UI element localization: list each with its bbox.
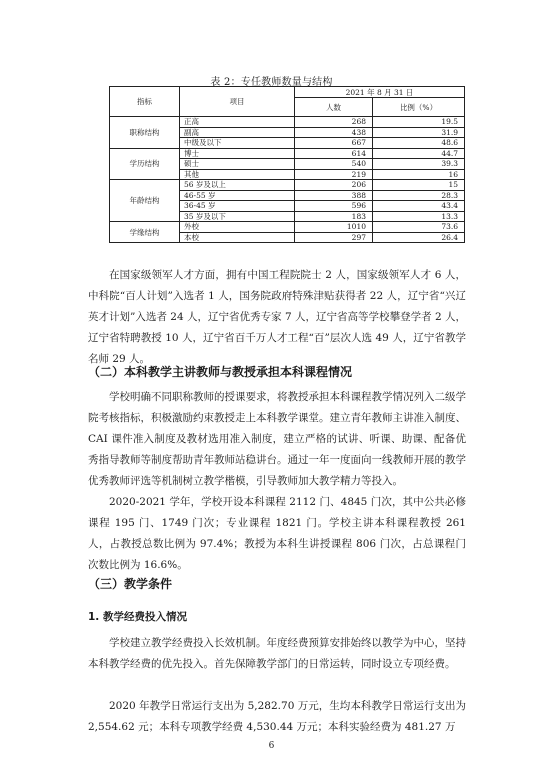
item-cell: 正高: [180, 117, 295, 128]
ratio-cell: 16: [373, 169, 465, 180]
item-cell: 本校: [180, 232, 295, 243]
ratio-cell: 44.7: [373, 148, 465, 159]
ratio-cell: 13.3: [373, 211, 465, 222]
paragraph-leading-talent: 在国家级领军人才方面，拥有中国工程院院士 2 人，国家级领军人才 6 人，中科院“百人计划”入选者 1 人，国务院政府特殊津贴获得者 22 人，辽宁省“兴辽英才计划”入选者 24 人，辽宁省优秀专家 7 人，辽宁省高等学校攀登学者 2 人，辽宁省特聘教授 10 人，辽宁省百千万人才工程“百”层次人选 49 人，辽宁省教学名师 29 人。: [88, 269, 466, 365]
count-cell: 614: [295, 148, 373, 159]
header-ratio: 比例（%）: [373, 98, 465, 117]
ratio-cell: 31.9: [373, 127, 465, 138]
paragraph-funding-mechanism: 学校建立教学经费投入长效机制。年度经费预算安排始终以教学为中心，坚持本科教学经费的优先投入。首先保障教学部门的日常运转，同时设立专项经费。: [88, 637, 466, 670]
ratio-cell: 48.6: [373, 138, 465, 149]
ratio-cell: 19.5: [373, 117, 465, 128]
ratio-cell: 39.3: [373, 159, 465, 170]
indicator-cell: 职称结构: [110, 117, 180, 149]
count-cell: 540: [295, 159, 373, 170]
section-heading-3: （三）教学条件: [88, 577, 173, 591]
item-cell: 博士: [180, 148, 295, 159]
count-cell: 183: [295, 211, 373, 222]
count-cell: 596: [295, 201, 373, 212]
paragraph-funding-figures: 2020 年教学日常运行支出为 5,282.70 万元，生均本科教学日常运行支出为 2,554.62 元；本科专项教学经费 4,530.44 万元；本科实验经费为 481.27 万: [88, 700, 466, 733]
item-cell: 56 岁及以上: [180, 180, 295, 191]
count-cell: 219: [295, 169, 373, 180]
subsection-heading: 1. 教学经费投入情况: [88, 611, 187, 623]
count-cell: 438: [295, 127, 373, 138]
item-cell: 35 岁及以下: [180, 211, 295, 222]
table-caption: 表 2：专任教师数量与结构: [210, 77, 333, 88]
item-cell: 硕士: [180, 159, 295, 170]
count-cell: 206: [295, 180, 373, 191]
count-cell: 268: [295, 117, 373, 128]
ratio-cell: 15: [373, 180, 465, 191]
ratio-cell: 43.4: [373, 201, 465, 212]
paragraph-course-stats: 2020-2021 学年，学校开设本科课程 2112 门、4845 门次，其中公共必修课程 195 门、1749 门次；专业课程 1821 门。学校主讲本科课程教授 261 人，占教授总数比例为 97.4%；教授为本科生讲授课程 806 门次，占总课程门次数比例为 16.6%。: [88, 496, 466, 571]
ratio-cell: 73.6: [373, 222, 465, 233]
item-cell: 中级及以下: [180, 138, 295, 149]
table-row: [110, 222, 465, 233]
count-cell: 388: [295, 190, 373, 201]
table-body: [110, 87, 465, 243]
header-item: 项目: [180, 87, 295, 117]
count-cell: 1010: [295, 222, 373, 233]
item-cell: 36-45 岁: [180, 201, 295, 212]
indicator-cell: 学历结构: [110, 148, 180, 180]
header-date: 2021 年 8 月 31 日: [295, 87, 465, 98]
paragraph-teaching-requirements: 学校明确不同职称教师的授课要求，将教授承担本科课程教学情况列入二级学院考核指标，积极激励约束教授走上本科教学课堂。建立青年教师主讲准入制度、CAI 课件准入制度及教材选用准入制度，建立严格的试讲、听课、助课、配备优秀指导教师等制度帮助青年教师站稳讲台。通过一年一度面向一线教师开展的教学优秀教师评选等机制树立教学楷模，引导教师加大教学精力等投入。: [88, 391, 466, 487]
page-number: 6: [268, 741, 275, 751]
item-cell: 外校: [180, 222, 295, 233]
item-cell: 46-55 岁: [180, 190, 295, 201]
indicator-cell: 学缘结构: [110, 222, 180, 243]
count-cell: 667: [295, 138, 373, 149]
table-row: [110, 148, 465, 159]
ratio-cell: 28.3: [373, 190, 465, 201]
item-cell: 副高: [180, 127, 295, 138]
section-heading-2: （二）本科教学主讲教师与教授承担本科课程情况: [88, 365, 353, 379]
count-cell: 297: [295, 232, 373, 243]
table-row: [110, 180, 465, 191]
indicator-cell: 年龄结构: [110, 180, 180, 222]
table-header-row: [110, 87, 465, 98]
ratio-cell: 26.4: [373, 232, 465, 243]
header-count: 人数: [295, 98, 373, 117]
item-cell: 其他: [180, 169, 295, 180]
teacher-structure-table: [109, 86, 465, 243]
header-indicator: 指标: [110, 87, 180, 117]
table-row: [110, 117, 465, 128]
